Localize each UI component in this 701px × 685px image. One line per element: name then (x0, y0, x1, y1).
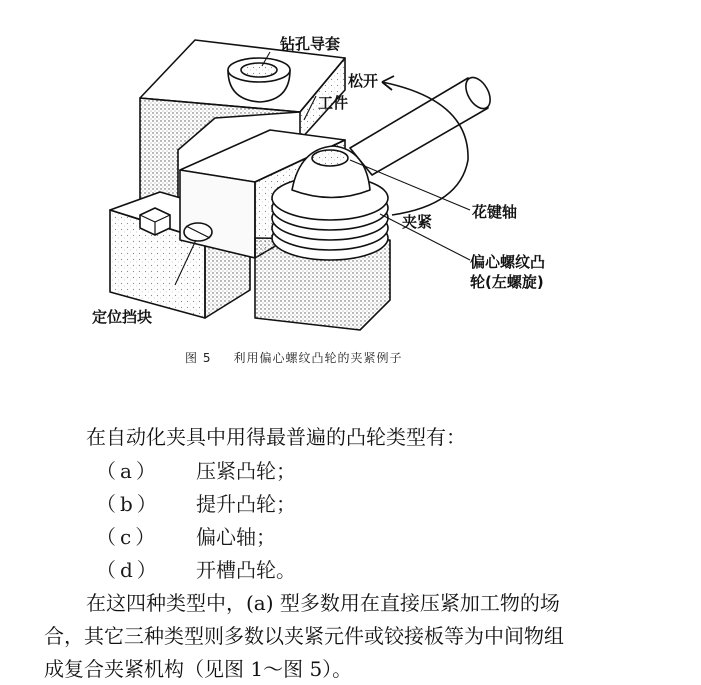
list-item (96, 459, 296, 483)
paragraph-line-1: 在这四种类型中，(a) 型多数用在直接压紧加工物的场 (86, 591, 560, 615)
label-spline-shaft: 花键轴 (472, 203, 518, 221)
figure-caption (185, 349, 402, 366)
list-marker: （a） (96, 459, 160, 483)
list-label: 开槽凸轮。 (196, 558, 296, 582)
label-locating-block: 定位挡块 (92, 308, 153, 326)
label-eccentric-cam-1: 偏心螺纹凸 (470, 253, 546, 271)
list-marker: （d） (96, 558, 161, 582)
list-marker: （c） (96, 525, 160, 549)
label-eccentric-cam-2: 轮(左螺旋) (470, 273, 544, 291)
label-clamp: 夹紧 (402, 213, 433, 231)
paragraph-line-2: 合，其它三种类型则多数以夹紧元件或铰接板等为中间物组 (44, 624, 564, 648)
list-item (96, 525, 276, 549)
label-drill-bushing: 钻孔导套 (280, 35, 341, 53)
list-label: 偏心轴； (196, 525, 276, 549)
intro-text: 在自动化夹具中用得最普遍的凸轮类型有： (86, 425, 466, 449)
list-label: 提升凸轮； (196, 492, 296, 516)
list-marker: （b） (96, 492, 161, 516)
label-loosen: 松开 (348, 72, 379, 90)
caption-text: 利用偏心螺纹凸轮的夹紧例子 (233, 351, 403, 365)
list-item (96, 558, 296, 582)
list-label: 压紧凸轮； (196, 459, 296, 483)
paragraph-line-3: 成复合夹紧机构（见图 1～图 5）。 (44, 657, 353, 681)
caption-number: 图 5 (185, 351, 212, 365)
list-item (96, 492, 296, 516)
label-workpiece: 工件 (318, 94, 349, 112)
